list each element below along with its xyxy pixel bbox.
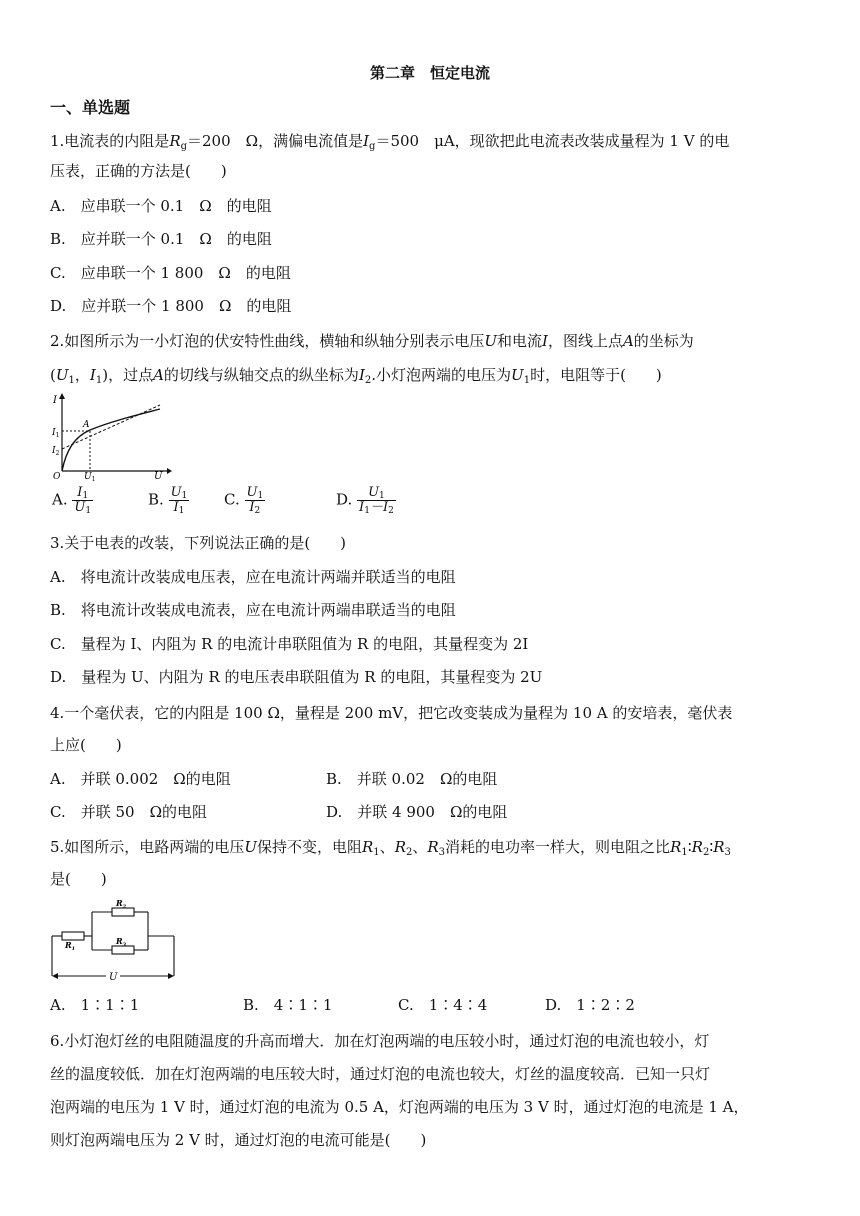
r3-label: $R_3$ — [116, 936, 127, 948]
q4-option-a: A. 并联 0.002 Ω的电阻 — [50, 770, 231, 788]
q4-option-c: C. 并联 50 Ω的电阻 — [50, 803, 208, 821]
u-axis-arrow — [167, 468, 172, 474]
circuit-figure — [50, 898, 178, 984]
q5-stem-line2: 是( ) — [50, 870, 107, 888]
q6-stem-line4: 则灯泡两端电压为 2 V 时，通过灯泡的电流可能是( ) — [50, 1131, 427, 1149]
origin-label: O — [53, 472, 61, 482]
i1-label: $I_1$ — [52, 428, 60, 439]
q2-stem-line2: ($U_1$，$I_1$)，过点A的切线与纵轴交点的纵坐标为$I_2$.小灯泡两端的电压为$U_1$时，电阻等于( ) — [50, 366, 662, 386]
section-heading: 一、单选题 — [50, 98, 131, 117]
q2-option-d: D. $\frac{U_1}{I_1-I_2}$ — [336, 485, 394, 516]
q1-stem-line2: 压表，正确的方法是( ) — [50, 162, 227, 180]
r1-label: $R_1$ — [65, 940, 76, 952]
q3-option-a: A. 将电流计改装成电压表，应在电流计两端并联适当的电阻 — [50, 568, 456, 586]
resistor-r1 — [62, 932, 84, 940]
voltage-arrow-right — [168, 973, 174, 979]
q1-option-a: A. 应串联一个 0.1 Ω 的电阻 — [50, 197, 272, 215]
q1-stem-line1: 1.电流表的内阻是$R_g=200$ Ω，满偏电流值是$I_g=500$ μA，现欲把此电流表改装成量程为 1 V 的电 — [50, 132, 730, 152]
q4-stem-line1: 4.一个毫伏表，它的内阻是 100 Ω，量程是 200 mV，把它改变装成为量程为 10 A 的安培表，毫伏表 — [50, 704, 733, 722]
point-a-label: A — [83, 420, 90, 430]
q3-option-c: C. 量程为 I、内阻为 R 的电流计串联阻值为 R 的电阻，其量程变为 2I — [50, 635, 529, 653]
q3-option-b: B. 将电流计改装成电流表，应在电流计两端串联适当的电阻 — [50, 601, 456, 619]
q1-option-c: C. 应串联一个 1 800 Ω 的电阻 — [50, 264, 291, 282]
q5-stem-line1: 5.如图所示，电路两端的电压U保持不变，电阻$R_1$、$R_2$、$R_3$消耗的电功率一样大，则电阻之比$R_1∶R_2∶R_3$ — [50, 838, 731, 858]
r2-label: $R_2$ — [116, 898, 127, 910]
q1-option-d: D. 应并联一个 1 800 Ω 的电阻 — [50, 297, 292, 315]
q5-option-d: D. 1∶2∶2 — [545, 996, 635, 1014]
q5-option-c: C. 1∶4∶4 — [398, 996, 488, 1014]
iu-curve-figure — [52, 393, 172, 483]
characteristic-curve — [62, 409, 160, 471]
q3-stem: 3.关于电表的改装，下列说法正确的是( ) — [50, 534, 347, 552]
q2-stem-line1: 2.如图所示为一小灯泡的伏安特性曲线，横轴和纵轴分别表示电压U和电流I，图线上点A的坐标为 — [50, 332, 694, 350]
page-title: 第二章 恒定电流 — [369, 64, 490, 82]
q3-option-d: D. 量程为 U、内阻为 R 的电压表串联阻值为 R 的电阻，其量程变为 2U — [50, 668, 543, 686]
i-axis-arrow — [59, 393, 65, 399]
voltage-arrow-left — [52, 973, 58, 979]
q1-option-b: B. 应并联一个 0.1 Ω 的电阻 — [50, 230, 272, 248]
q5-option-a: A. 1∶1∶1 — [50, 996, 140, 1014]
q6-stem-line3: 泡两端的电压为 1 V 时，通过灯泡的电流为 0.5 A，灯泡两端的电压为 3 V 时，通过灯泡的电流是 1 A， — [50, 1098, 749, 1116]
q2-option-a: A. $\frac{I_1}{U_1}$ — [52, 485, 92, 516]
tangent-line — [62, 405, 160, 449]
q4-option-d: D. 并联 4 900 Ω的电阻 — [326, 803, 508, 821]
q6-stem-line2: 丝的温度较低．加在灯泡两端的电压较大时，通过灯泡的电流也较大，灯丝的温度较高．已知一只灯 — [50, 1065, 711, 1083]
q6-stem-line1: 6.小灯泡灯丝的电阻随温度的升高而增大．加在灯泡两端的电压较小时，通过灯泡的电流也较小，灯 — [50, 1032, 710, 1050]
q5-option-b: B. 4∶1∶1 — [243, 996, 333, 1014]
i-axis-label: I — [53, 395, 57, 406]
u1-label: $U_1$ — [84, 472, 96, 483]
q4-option-b: B. 并联 0.02 Ω的电阻 — [326, 770, 498, 788]
u-axis-label: U — [154, 471, 163, 482]
q2-option-b: B. $\frac{U_1}{I_1}$ — [148, 485, 188, 516]
i2-label: $I_2$ — [52, 446, 60, 457]
q4-stem-line2: 上应( ) — [50, 736, 122, 754]
voltage-label: U — [109, 972, 118, 983]
q2-option-c: C. $\frac{U_1}{I_2}$ — [224, 485, 264, 516]
